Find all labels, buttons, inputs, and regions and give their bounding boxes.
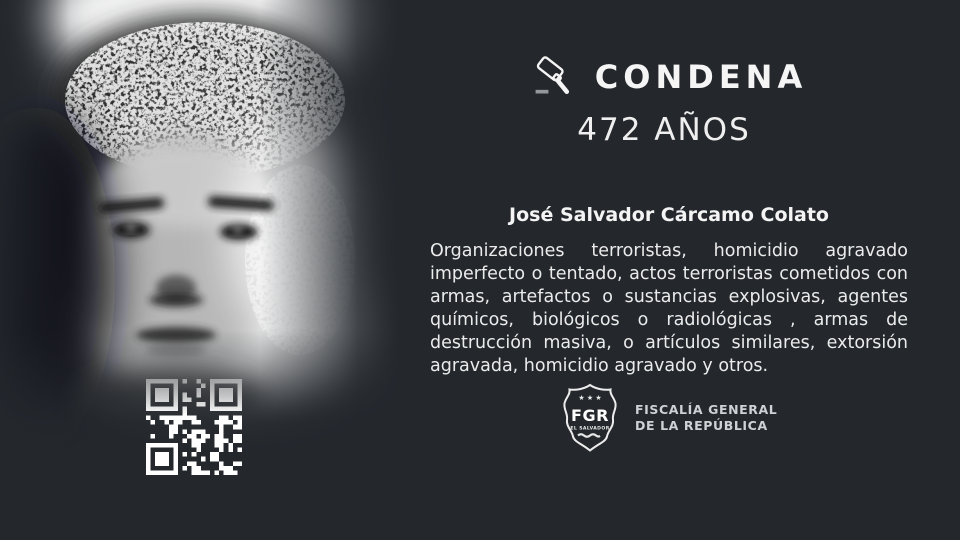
- poster-title: CONDENA: [594, 58, 808, 96]
- sentence-years: 472 AÑOS: [577, 112, 751, 148]
- convict-name: José Salvador Cárcamo Colato: [509, 204, 829, 226]
- gavel-icon: [531, 56, 575, 98]
- charges-text: Organizaciones terroristas, homicidio agravado imperfecto o tentado, actos terroristas cometidos con armas, artefactos o sustancias explosivas, agentes químicos, biológicos o radiológicas , armas de destrucción masiva, o artículos similares, extorsión agravada, homicidio agravado y otros.: [430, 241, 908, 376]
- badge-stars: ★ ★ ★: [578, 393, 602, 402]
- fgr-badge-icon: [558, 382, 622, 454]
- badge-acronym: FGR: [571, 405, 609, 425]
- badge-emblem: [578, 434, 600, 437]
- org-line-2: DE LA REPÚBLICA: [635, 417, 768, 433]
- qr-graphic: [146, 379, 242, 475]
- org-line-1: FISCALÍA GENERAL: [635, 401, 778, 417]
- content-column: [430, 0, 908, 454]
- title-row: [430, 56, 908, 98]
- qr-code: [146, 379, 242, 475]
- org-name: [635, 402, 777, 433]
- fgr-logo-row: [558, 382, 908, 454]
- badge-country: EL SALVADOR: [570, 426, 610, 432]
